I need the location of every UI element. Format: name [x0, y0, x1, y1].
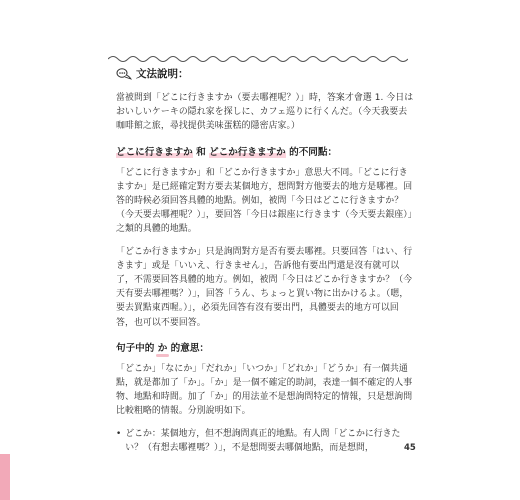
- subheading-ka: [116, 340, 416, 354]
- paragraph-1: 「どこに行きますか」和「どこか行きますか」意思大不同。「どこに行きますか」是已經確定對方要去某個地方，想問對方他要去的地方是哪裡。回答的時候必須回答具體的地點。例如，被問「今日はどこに行きますか？（今天要去哪裡呢？）」，要回答「今日は銀座に行きます（今天要去銀座）」之類的具體的地點。: [116, 167, 413, 235]
- bullet-text: どこか：某個地方，但不想詢問真正的地點。有人問「どこかに行きたい？（有想去哪裡嗎？）」，不是想問要去哪個地點，而是想問，: [125, 428, 401, 453]
- page-edge-bar: [0, 454, 10, 500]
- subheading-term-1: どこに行きますか: [116, 146, 193, 158]
- page-number: 45: [404, 443, 416, 453]
- bullet-item: [116, 427, 416, 455]
- subheading-difference: [116, 144, 416, 158]
- paragraph-2: 「どこか行きますか」只是詢問對方是否有要去哪裡。只要回答「はい、行きます」或是「いいえ、行きません」，告訴他有要出門還是沒有就可以了，不需要回答具體的地方。例如，被問「今日はどこか行きますか？（今天有要去哪裡嗎？）」，回答「うん、ちょっと買い物に出かけるよ。（嗯，要去買點東西喔。）」，必須先回答有沒有要出門，具體要去的地方可以回答，也可以不要回答。: [116, 246, 413, 328]
- subheading-term-2: どこか行きますか: [209, 146, 286, 158]
- speech-bubble-icon: [116, 67, 132, 81]
- intro-paragraph: 當被問到「どこに行きますか（要去哪裡呢？）」時，答案才會選 1. 今日はおいしいケーキの隠れ家を探しに、カフェ巡りに行くんだ。（今天我要去咖啡館之旅，尋找提供美味蛋糕的隱密店家。）: [116, 93, 414, 132]
- subheading-and: 和: [192, 146, 210, 158]
- bullet-marker: •: [116, 428, 122, 439]
- section-header: [116, 66, 416, 81]
- grammar-page: [116, 66, 416, 455]
- subheading-tail: 的不同點：: [285, 146, 338, 158]
- paragraph-3: 「どこか」「なにか」「だれか」「いつか」「どれか」「どうか」有一個共通點，就是都加了「か」。「か」是一個不確定的助詞，表達一個不確定的人事物、地點和時間。加了「か」的用法並不是想詢問特定的情報，只是想詢問比較粗略的情報。分別說明如下。: [116, 363, 413, 417]
- subheading-ka-after: 的意思：: [170, 342, 210, 354]
- section-title: 文法說明：: [136, 68, 189, 80]
- subheading-ka-particle: か: [158, 340, 168, 354]
- wavy-divider: [108, 52, 408, 66]
- subheading-ka-before: 句子中的: [116, 342, 155, 354]
